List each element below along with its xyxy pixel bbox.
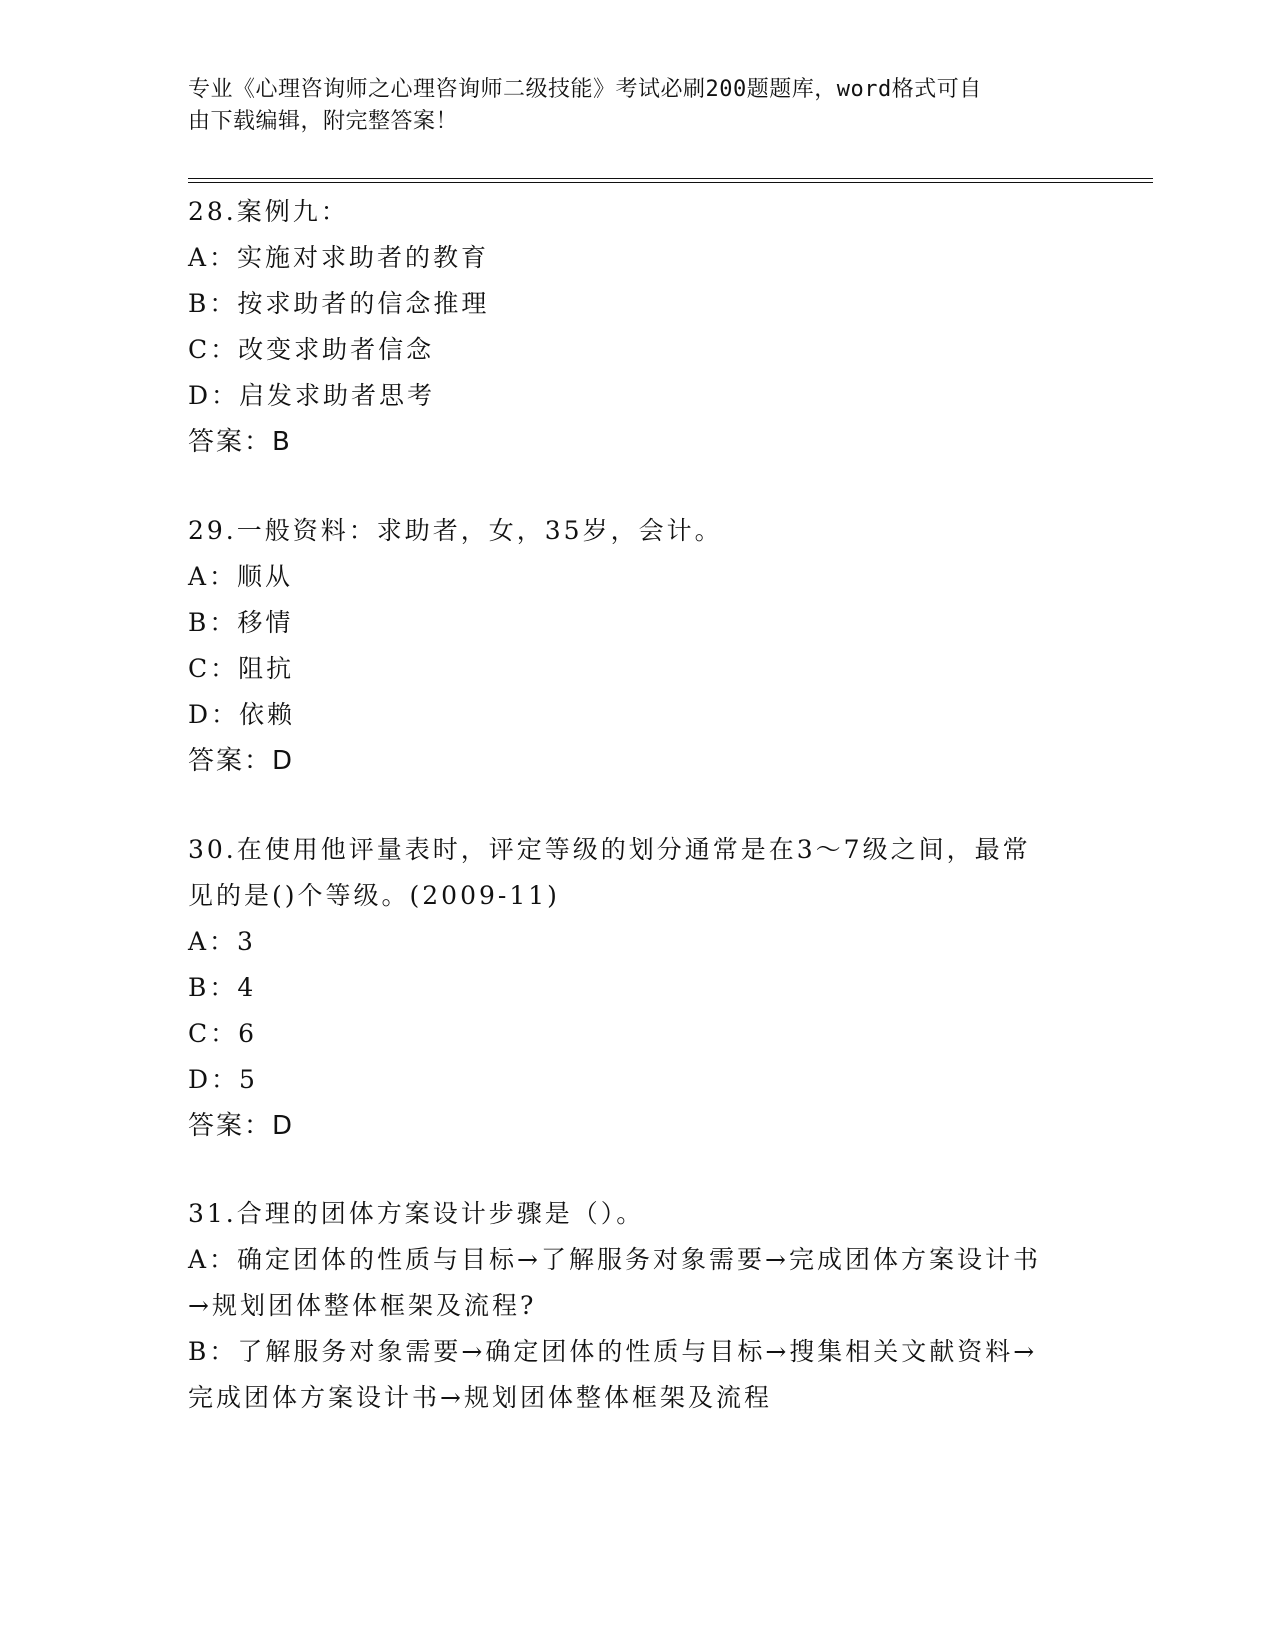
header-line-1: 专业《心理咨询师之心理咨询师二级技能》考试必刷200题题库，word格式可自 [188, 77, 982, 102]
header-divider-top [188, 178, 1153, 179]
option-d: D：启发求助者思考 [188, 381, 436, 410]
question-30 [188, 827, 1088, 1149]
answer-label: 答案：B [188, 427, 292, 457]
option-a: A：实施对求助者的教育 [188, 243, 490, 272]
header-divider-bottom [188, 182, 1153, 183]
option-c: C：6 [188, 1019, 258, 1048]
question-stem-line-1: 30.在使用他评量表时，评定等级的划分通常是在3～7级之间，最常 [188, 835, 1031, 864]
option-b-line-1: B：了解服务对象需要→确定团体的性质与目标→搜集相关文献资料→ [188, 1337, 1038, 1366]
option-b: B：按求助者的信念推理 [188, 289, 490, 318]
option-b-line-2: 完成团体方案设计书→规划团体整体框架及流程 [188, 1383, 772, 1412]
question-stem: 31.合理的团体方案设计步骤是（）。 [188, 1199, 645, 1228]
question-28 [188, 189, 1088, 465]
option-a: A：顺从 [188, 562, 294, 591]
option-b: B：4 [188, 973, 257, 1002]
option-d: D：依赖 [188, 700, 296, 729]
answer-label: 答案：D [188, 746, 295, 776]
answer-label: 答案：D [188, 1111, 295, 1141]
option-a: A：3 [188, 927, 256, 956]
question-29 [188, 508, 1088, 784]
option-a-line-2: →规划团体整体框架及流程? [188, 1291, 537, 1320]
option-b: B：移情 [188, 608, 294, 637]
document-header [188, 74, 1068, 138]
question-stem: 28.案例九： [188, 197, 349, 226]
question-31 [188, 1191, 1088, 1421]
option-c: C：改变求助者信念 [188, 335, 435, 364]
option-d: D：5 [188, 1065, 258, 1094]
question-stem-line-2: 见的是()个等级。(2009-11) [188, 881, 560, 910]
option-c: C：阻抗 [188, 654, 295, 683]
option-a-line-1: A：确定团体的性质与目标→了解服务对象需要→完成团体方案设计书 [188, 1245, 1041, 1274]
header-line-2: 由下载编辑，附完整答案！ [188, 109, 459, 134]
question-stem: 29.一般资料：求助者，女，35岁，会计。 [188, 516, 723, 545]
